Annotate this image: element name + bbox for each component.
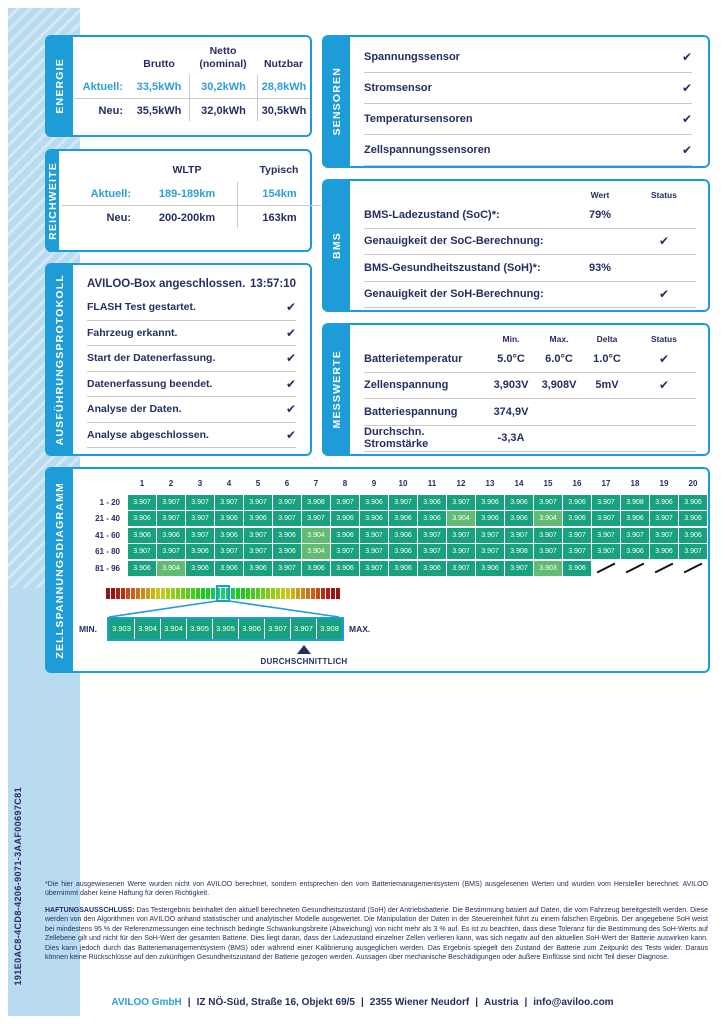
gradient-segment (131, 588, 135, 599)
energie-aktuell-netto: 30,2kWh (189, 75, 257, 98)
grid-row (83, 528, 707, 543)
grid-cell-voltage: 3.903 (534, 561, 562, 576)
check-icon: ✔ (681, 112, 692, 126)
grid-cell-voltage: 3.906 (389, 561, 417, 576)
col-header-wltp: WLTP (172, 164, 202, 176)
grid-cell-voltage: 3.906 (621, 511, 649, 526)
detail-strip (107, 617, 344, 641)
strip-cell: 3.907 (265, 619, 290, 639)
grid-cell-voltage: 3.907 (360, 544, 388, 559)
gradient-segment (191, 588, 195, 599)
grid-cell-voltage: 3.906 (244, 561, 272, 576)
protokoll-header-row (87, 278, 296, 290)
grid-row (83, 561, 707, 576)
grid-cell-voltage: 3.906 (418, 511, 446, 526)
energie-aktuell-brutto: 33,5kWh (136, 81, 182, 94)
company-country: Austria (484, 997, 519, 1008)
grid-cell-empty (650, 561, 678, 576)
gradient-segment (331, 588, 335, 599)
bms-values-footnote: *Die hier ausgewiesenen Werte wurden nicht von AVILOO berechnet, sondern entsprechen den vom Batteriemanagementsystem (BMS) ausgelesenen Werten und wurden vom Hersteller berechnet. AVILOO übernimmt daher keine Haftung für deren Richtigkeit. (45, 881, 708, 898)
gradient-segment (156, 588, 160, 599)
protokoll-row: Analyse abgeschlossen. ✔ (87, 423, 296, 449)
grid-cell-voltage: 3.906 (563, 511, 591, 526)
grid-col-number: 2 (168, 479, 174, 488)
check-icon: ✔ (681, 143, 692, 157)
strip-cell: 3.905 (187, 619, 212, 639)
grid-cell-voltage: 3.906 (563, 561, 591, 576)
gradient-segment (316, 588, 320, 599)
grid-col-number: 17 (601, 479, 611, 488)
reichweite-aktuell-wltp: 189-189km (158, 187, 216, 200)
company-email: info@aviloo.com (533, 997, 614, 1008)
bms-tab: BMS (324, 181, 350, 310)
gradient-segment (251, 588, 255, 599)
grid-row-label: 81 - 96 (95, 563, 120, 573)
grid-cell-voltage: 3.906 (244, 511, 272, 526)
box-connected-time: 13:57:10 (249, 278, 296, 290)
gradient-segment (286, 588, 290, 599)
reichweite-tab: REICHWEITE (47, 151, 59, 250)
grid-cell-voltage: 3.907 (418, 528, 446, 543)
grid-cell-empty (621, 561, 649, 576)
grid-cell-voltage: 3.907 (563, 528, 591, 543)
check-icon: ✔ (285, 351, 296, 366)
grid-cell-voltage: 3.906 (273, 544, 301, 559)
grid-cell-voltage: 3.907 (592, 544, 620, 559)
energie-table (73, 37, 310, 121)
grid-cell-voltage: 3.906 (505, 511, 533, 526)
grid-cell-voltage: 3.907 (186, 495, 214, 510)
protokoll-row: FLASH Test gestartet. ✔ (87, 295, 296, 321)
protokoll-tab: AUSFÜHRUNGSPROTOKOLL (47, 265, 73, 454)
check-icon: ✔ (681, 50, 692, 64)
grid-col-number: 4 (226, 479, 232, 488)
grid-rows (83, 495, 707, 576)
row-label-neu: Neu: (75, 98, 129, 121)
grid-cell-voltage: 3.907 (157, 511, 185, 526)
disclaimer-title: HAFTUNGSAUSSCHLUSS: (45, 907, 135, 914)
grid-cell-voltage: 3.906 (476, 561, 504, 576)
sensor-row: Zellspannungssensoren ✔ (364, 135, 692, 166)
protokoll-row: Start der Datenerfassung. ✔ (87, 346, 296, 372)
grid-cell-voltage: 3.907 (157, 495, 185, 510)
box-connected-label: AVILOO-Box angeschlossen. (87, 278, 246, 290)
grid-cell-voltage: 3.907 (592, 528, 620, 543)
check-icon: ✔ (658, 378, 670, 393)
section-messwerte (322, 323, 710, 456)
bms-row: Genauigkeit der SoH-Berechnung: ✔ (364, 282, 696, 309)
grid-cell-voltage: 3.904 (302, 544, 330, 559)
gradient-segment (106, 588, 110, 599)
soc-value: 79% (588, 208, 612, 221)
average-marker-triangle (297, 645, 311, 654)
gradient-segment (296, 588, 300, 599)
grid-row-label: 1 - 20 (99, 497, 120, 507)
gradient-segment (276, 588, 280, 599)
grid-cell-voltage: 3.907 (186, 528, 214, 543)
grid-cell-voltage: 3.907 (534, 495, 562, 510)
grid-cell-voltage: 3.908 (621, 495, 649, 510)
grid-cell-voltage: 3.906 (563, 495, 591, 510)
gradient-segment (211, 588, 215, 599)
grid-cell-voltage: 3.907 (679, 544, 707, 559)
grid-row-label: 41 - 60 (95, 530, 120, 540)
col-header-max: Max. (549, 334, 569, 344)
grid-cell-voltage: 3.907 (244, 495, 272, 510)
grid-row (83, 544, 707, 559)
grid-col-headers (83, 479, 707, 493)
grid-cell-voltage: 3.907 (389, 495, 417, 510)
energie-neu-brutto: 35,5kWh (129, 98, 189, 121)
grid-cell-empty (592, 561, 620, 576)
disclaimer-paragraph: HAFTUNGSAUSSCHLUSS: Das Testergebnis beinhaltet den aktuell berechneten Gesundheitszustand (SoH) der Antriebsbatterie. Die Bestimmung basiert auf Daten, die vom Fahrzeug bereitgestellt werden. Diese werden von den Algorithmen von AVILOO anhand statistischer und analytischer Modelle ausgewertet. Die Manipulation der Daten in der Steuereinheit führt zu einem falschen Ergebnis. Der angegebene SoH weist bei mindestens 95 % der Referenzmessungen eine technisch bedingte Schwankungsbreite (Abweichung) von nicht mehr als 3 % auf. Es ist zu beachten, dass diese Toleranz für die Bestimmung des SoH-Werts auf Zellebene gilt und nicht für den SoH-Wert der gesamten Batterie. Dies liegt daran, dass der Ladezustand einzelner Zellen verlieren kann, was sich negativ auf den aktuellen SoH-Wert der Batterie auswirken kann. Dies kann jedoch durch das Batteriemanagementsystem (BMS) oder während einer Kalibrierung ausgeglichen werden. Das Ergebnis spiegelt den Zustand der Batterie zum Zeitpunkt des Tests wider. Daraus können keine Rückschlüsse auf den zukünftigen Gesundheitszustand der Batterie gezogen werden. Aussagen über mechanische Beschädigungen oder äußere Einflüsse sind nicht Teil dieser Diagnose. (45, 907, 708, 962)
gradient-segment (231, 588, 235, 599)
section-zellspannungsdiagramm (45, 467, 710, 673)
grid-cell-voltage: 3.907 (592, 495, 620, 510)
section-ausfuehrungsprotokoll (45, 263, 312, 456)
grid-cell-voltage: 3.907 (621, 528, 649, 543)
grid-cell-voltage: 3.907 (273, 561, 301, 576)
grid-cell-voltage: 3.906 (215, 561, 243, 576)
gradient-segment (111, 588, 115, 599)
gradient-segment (206, 588, 210, 599)
gradient-segment (126, 588, 130, 599)
grid-cell-empty (679, 561, 707, 576)
gradient-segment (291, 588, 295, 599)
gradient-segment (196, 588, 200, 599)
grid-row (83, 511, 707, 526)
grid-cell-voltage: 3.907 (273, 495, 301, 510)
bms-column-headers (364, 190, 696, 200)
grid-cell-voltage: 3.906 (389, 528, 417, 543)
col-header-typisch: Typisch (259, 164, 299, 176)
grid-cell-voltage: 3.907 (505, 528, 533, 543)
bms-row: Genauigkeit der SoC-Berechnung: ✔ (364, 229, 696, 256)
grid-cell-voltage: 3.906 (186, 561, 214, 576)
grid-cell-voltage: 3.908 (505, 544, 533, 559)
grid-cell-voltage: 3.907 (650, 528, 678, 543)
reichweite-table (59, 151, 321, 228)
grid-row-label: 21 - 40 (95, 514, 120, 523)
grid-cell-voltage: 3.907 (360, 561, 388, 576)
grid-col-number: 14 (514, 479, 524, 488)
grid-cell-voltage: 3.907 (215, 544, 243, 559)
gradient-segment (166, 588, 170, 599)
grid-col-number: 20 (688, 479, 698, 488)
grid-cell-voltage: 3.906 (360, 511, 388, 526)
grid-cell-voltage: 3.907 (534, 544, 562, 559)
grid-cell-voltage: 3.904 (534, 511, 562, 526)
row-label-aktuell: Aktuell: (82, 81, 123, 94)
grid-cell-voltage: 3.908 (302, 495, 330, 510)
grid-cell-voltage: 3.904 (302, 528, 330, 543)
sensor-row: Spannungssensor ✔ (364, 42, 692, 73)
grid-cell-voltage: 3.907 (186, 511, 214, 526)
grid-col-number: 18 (630, 479, 640, 488)
grid-cell-voltage: 3.906 (273, 528, 301, 543)
gradient-segment (306, 588, 310, 599)
messwerte-column-headers (364, 334, 696, 344)
grid-cell-voltage: 3.907 (157, 544, 185, 559)
grid-cell-voltage: 3.907 (650, 511, 678, 526)
grid-cell-voltage: 3.907 (534, 528, 562, 543)
reichweite-neu-wltp: 200-200km (137, 205, 237, 228)
grid-cell-voltage: 3.906 (331, 511, 359, 526)
col-header-nutzbar: Nutzbar (263, 57, 304, 70)
grid-cell-voltage: 3.907 (592, 511, 620, 526)
grid-cell-voltage: 3.907 (244, 528, 272, 543)
gradient-segment (256, 588, 260, 599)
gradient-segment (141, 588, 145, 599)
section-bms (322, 179, 710, 312)
grid-cell-voltage: 3.906 (418, 495, 446, 510)
check-icon: ✔ (285, 427, 296, 442)
col-header-min: Min. (502, 334, 520, 344)
grid-cell-voltage: 3.907 (418, 544, 446, 559)
company-city: 2355 Wiener Neudorf (369, 997, 470, 1008)
grid-cell-voltage: 3.906 (650, 544, 678, 559)
gradient-segment (186, 588, 190, 599)
gradient-segment (321, 588, 325, 599)
gradient-segment (336, 588, 340, 599)
grid-col-number: 5 (255, 479, 261, 488)
messwerte-tab: MESSWERTE (324, 325, 350, 454)
grid-cell-voltage: 3.906 (476, 495, 504, 510)
cell-voltage-grid (83, 479, 707, 576)
grid-cell-voltage: 3.907 (476, 528, 504, 543)
grid-col-number: 6 (284, 479, 290, 488)
row-label-aktuell: Aktuell: (90, 187, 131, 200)
gradient-segment (121, 588, 125, 599)
grid-cell-voltage: 3.907 (447, 528, 475, 543)
gradient-segment (176, 588, 180, 599)
check-icon: ✔ (285, 325, 296, 340)
section-sensoren (322, 35, 710, 168)
energie-aktuell-nutzbar: 28,8kWh (257, 75, 310, 98)
check-icon: ✔ (658, 234, 670, 249)
grid-cell-voltage: 3.906 (679, 511, 707, 526)
check-icon: ✔ (285, 376, 296, 391)
sensor-row: Temperatursensoren ✔ (364, 104, 692, 135)
section-reichweite (45, 149, 312, 252)
grid-cell-voltage: 3.906 (679, 495, 707, 510)
grid-cell-voltage: 3.906 (389, 511, 417, 526)
grid-cell-voltage: 3.904 (447, 511, 475, 526)
reichweite-neu-typisch: 163km (237, 205, 321, 228)
bms-row: BMS-Gesundheitszustand (SoH)*: 93% (364, 255, 696, 282)
grid-cell-voltage: 3.906 (418, 561, 446, 576)
gradient-segment (261, 588, 265, 599)
grid-cell-voltage: 3.906 (360, 495, 388, 510)
gradient-segment (171, 588, 175, 599)
grid-cell-voltage: 3.907 (128, 544, 156, 559)
grid-col-number: 7 (313, 479, 319, 488)
energie-neu-nutzbar: 30,5kWh (257, 98, 310, 121)
gradient-segment (271, 588, 275, 599)
check-icon: ✔ (285, 300, 296, 315)
gradient-segment (246, 588, 250, 599)
energie-tab: ENERGIE (47, 37, 73, 135)
average-label: DURCHSCHNITTLICH (260, 657, 348, 666)
col-header-status: Status (651, 190, 677, 200)
min-label: MIN. (79, 624, 97, 634)
grid-cell-voltage: 3.907 (273, 511, 301, 526)
grid-cell-voltage: 3.904 (157, 561, 185, 576)
grid-cell-voltage: 3.906 (215, 528, 243, 543)
grid-cell-voltage: 3.907 (244, 544, 272, 559)
soh-value: 93% (588, 261, 612, 274)
gradient-segment (116, 588, 120, 599)
grid-cell-voltage: 3.907 (447, 561, 475, 576)
grid-cell-voltage: 3.906 (186, 544, 214, 559)
col-header-status: Status (651, 334, 677, 344)
grid-col-number: 3 (197, 479, 203, 488)
reichweite-aktuell-typisch: 154km (237, 182, 321, 205)
gradient-segment (181, 588, 185, 599)
row-label-neu: Neu: (61, 205, 137, 228)
grid-cell-voltage: 3.906 (389, 544, 417, 559)
grid-col-number: 9 (371, 479, 377, 488)
company-street: IZ NÖ-Süd, Straße 16, Objekt 69/5 (196, 997, 355, 1008)
col-header-netto: Netto (nominal) (199, 45, 247, 70)
grid-col-number: 10 (398, 479, 408, 488)
grid-col-number: 19 (659, 479, 669, 488)
strip-cell: 3.904 (135, 619, 160, 639)
grid-cell-voltage: 3.907 (447, 544, 475, 559)
grid-cell-voltage: 3.906 (476, 511, 504, 526)
gradient-segment (241, 588, 245, 599)
grid-cell-voltage: 3.906 (650, 495, 678, 510)
grid-col-number: 16 (572, 479, 582, 488)
grid-cell-voltage: 3.907 (128, 495, 156, 510)
zoom-trapezoid-lines (73, 600, 713, 618)
grid-row (83, 495, 707, 510)
grid-cell-voltage: 3.907 (331, 544, 359, 559)
protokoll-row: Datenerfassung beendet. ✔ (87, 372, 296, 398)
messwerte-row: Zellenspannung 3,903V 3,908V 5mV ✔ (364, 373, 696, 400)
strip-cell: 3.908 (317, 619, 342, 639)
col-header-delta: Delta (596, 334, 618, 344)
voltage-scale-strip (79, 617, 370, 641)
grid-cell-voltage: 3.906 (128, 528, 156, 543)
grid-cell-voltage: 3.906 (679, 528, 707, 543)
gradient-segment (266, 588, 270, 599)
messwerte-row: Batteriespannung 374,9V (364, 399, 696, 426)
grid-cell-voltage: 3.906 (302, 561, 330, 576)
sensor-row: Stromsensor ✔ (364, 73, 692, 104)
company-address-line: AVILOO GmbH | IZ NÖ-Süd, Straße 16, Objekt 69/5 | 2355 Wiener Neudorf | Austria | info@aviloo.com (111, 997, 614, 1008)
gradient-segment (151, 588, 155, 599)
sensoren-tab: SENSOREN (324, 37, 350, 166)
grid-cell-voltage: 3.907 (331, 495, 359, 510)
company-name: AVILOO GmbH (111, 997, 182, 1008)
grid-col-number: 11 (427, 479, 437, 488)
grid-col-number: 13 (485, 479, 495, 488)
gradient-segment (326, 588, 330, 599)
grid-cell-voltage: 3.907 (563, 544, 591, 559)
grid-col-number: 12 (456, 479, 466, 488)
grid-cell-voltage: 3.906 (215, 511, 243, 526)
grid-cell-voltage: 3.907 (360, 528, 388, 543)
zellspannung-tab: ZELLSPANNUNGSDIAGRAMM (47, 469, 73, 671)
check-icon: ✔ (285, 402, 296, 417)
bms-row: BMS-Ladezustand (SoC)*: 79% (364, 202, 696, 229)
grid-col-number: 1 (139, 479, 145, 488)
grid-cell-voltage: 3.907 (447, 495, 475, 510)
grid-cell-voltage: 3.906 (331, 528, 359, 543)
gradient-segment (311, 588, 315, 599)
grid-cell-voltage: 3.907 (476, 544, 504, 559)
grid-cell-voltage: 3.907 (215, 495, 243, 510)
energie-neu-netto: 32,0kWh (189, 98, 257, 121)
grid-row-label: 61 - 80 (95, 547, 120, 556)
max-label: MAX. (349, 624, 371, 634)
col-header-wert: Wert (590, 190, 610, 200)
grid-cell-voltage: 3.906 (157, 528, 185, 543)
gradient-segment (236, 588, 240, 599)
grid-cell-voltage: 3.906 (505, 495, 533, 510)
check-icon: ✔ (658, 287, 670, 302)
section-energie (45, 35, 312, 137)
grid-col-number: 15 (543, 479, 553, 488)
grid-cell-voltage: 3.906 (128, 511, 156, 526)
strip-cell: 3.904 (161, 619, 186, 639)
grid-cell-voltage: 3.906 (128, 561, 156, 576)
strip-cell: 3.905 (213, 619, 238, 639)
report-serial-number: 191E0AC8-4CD8-4206-9071-3AAF00697C81 (13, 786, 23, 986)
check-icon: ✔ (681, 81, 692, 95)
gradient-segment (201, 588, 205, 599)
protokoll-row: Analyse der Daten. ✔ (87, 397, 296, 423)
grid-cell-voltage: 3.907 (302, 511, 330, 526)
grid-cell-voltage: 3.906 (331, 561, 359, 576)
messwerte-row: Durchschn. Stromstärke -3,3A (364, 426, 696, 453)
strip-cell: 3.906 (239, 619, 264, 639)
gradient-segment (136, 588, 140, 599)
grid-cell-voltage: 3.906 (621, 544, 649, 559)
gradient-segment (161, 588, 165, 599)
strip-cell: 3.903 (109, 619, 134, 639)
strip-cell: 3.907 (291, 619, 316, 639)
gradient-segment (146, 588, 150, 599)
grid-col-number: 8 (342, 479, 348, 488)
check-icon: ✔ (658, 351, 670, 366)
gradient-segment (281, 588, 285, 599)
messwerte-row: Batterietemperatur 5.0°C 6.0°C 1.0°C ✔ (364, 346, 696, 373)
grid-cell-voltage: 3.907 (505, 561, 533, 576)
col-header-brutto: Brutto (143, 57, 175, 70)
protokoll-row: Fahrzeug erkannt. ✔ (87, 321, 296, 347)
gradient-segment (301, 588, 305, 599)
